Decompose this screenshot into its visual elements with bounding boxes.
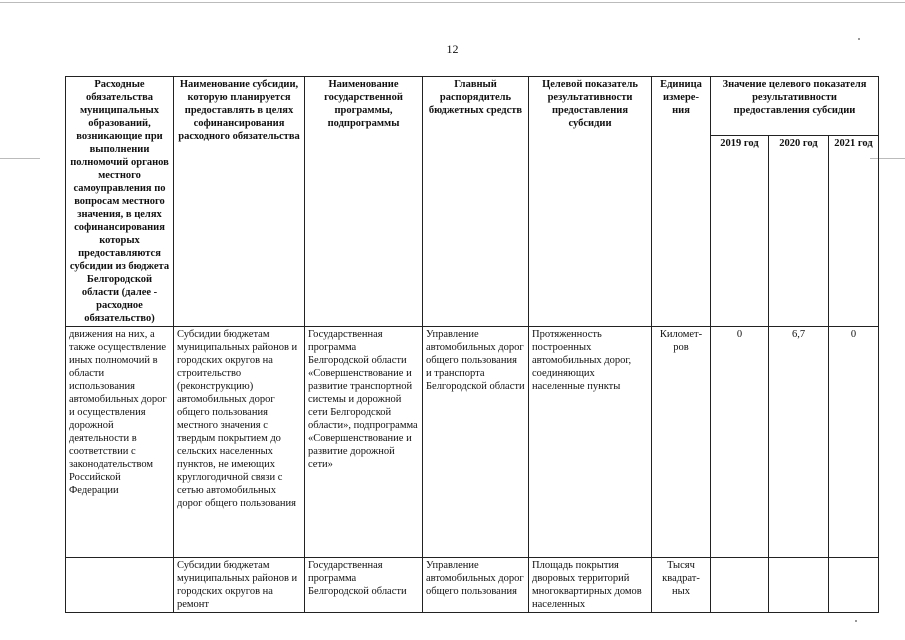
header-row (66, 77, 879, 136)
cell-program: Государственная программа Белгородской области (305, 558, 423, 613)
cell-obligation (66, 558, 174, 613)
scan-artifact-line (0, 2, 905, 3)
cell-value-2019 (711, 558, 769, 613)
cell-unit: Тысяч квадрат-ных (652, 558, 711, 613)
cell-value-2019: 0 (711, 327, 769, 558)
cell-administrator: Управление автомобильных дорог общего пользования (423, 558, 529, 613)
cell-value-2021 (829, 558, 879, 613)
cell-indicator: Площадь покрытия дворовых территорий многоквартирных домов населенных (529, 558, 652, 613)
header-obligation: Расходные обязательства муниципальных образований, возникающие при выполнении полномочий органов местного самоуправления по вопросам местного значения, в целях софинансирования которых предоставляются субсидии из бюджета Белгородской области (далее - расходное обязательство) (66, 77, 174, 327)
header-year-2021: 2021 год (829, 136, 879, 327)
cell-administrator: Управление автомобильных дорог общего пользования и транспорта Белгородской области (423, 327, 529, 558)
table-row (66, 327, 879, 558)
scan-speck (858, 38, 860, 40)
header-year-2019: 2019 год (711, 136, 769, 327)
cell-value-2020: 6,7 (769, 327, 829, 558)
header-administrator: Главный распорядитель бюджетных средств (423, 77, 529, 327)
header-program: Наименование государственной программы, подпрограммы (305, 77, 423, 327)
cell-value-2021: 0 (829, 327, 879, 558)
cell-subsidy: Субсидии бюджетам муниципальных районов и городских округов на ремонт (174, 558, 305, 613)
cell-value-2020 (769, 558, 829, 613)
header-indicator: Целевой показатель результативности предоставления субсидии (529, 77, 652, 327)
cell-subsidy: Субсидии бюджетам муниципальных районов и городских округов на строительство (реконструкцию) автомобильных дорог общего пользования местного значения с твердым покрытием до сельских населенных пунктов, не имеющих круглогодичной связи с сетью автомобильных дорог общего пользования (174, 327, 305, 558)
cell-unit: Километ-ров (652, 327, 711, 558)
header-unit: Единица измере-ния (652, 77, 711, 327)
scan-speck (855, 620, 857, 622)
cell-obligation: движения на них, а также осуществление иных полномочий в области использования автомобильных дорог и осуществления дорожной деятельности в соответствии с законодательством Российской Федерации (66, 327, 174, 558)
header-year-2020: 2020 год (769, 136, 829, 327)
header-target-values: Значение целевого показателя результативности предоставления субсидии (711, 77, 879, 136)
cell-program: Государственная программа Белгородской области «Совершенствование и развитие транспортной системы и дорожной сети Белгородской области», подпрограмма «Совершенствование и развитие дорожной сети» (305, 327, 423, 558)
header-subsidy: Наименование субсидии, которую планируется предоставлять в целях софинансирования расходного обязательства (174, 77, 305, 327)
page-number: 12 (446, 42, 459, 56)
cell-indicator: Протяженность построенных автомобильных дорог, соединяющих населенные пункты (529, 327, 652, 558)
scan-artifact-line (0, 158, 40, 159)
table-row (66, 558, 879, 613)
subsidy-table (65, 76, 879, 613)
